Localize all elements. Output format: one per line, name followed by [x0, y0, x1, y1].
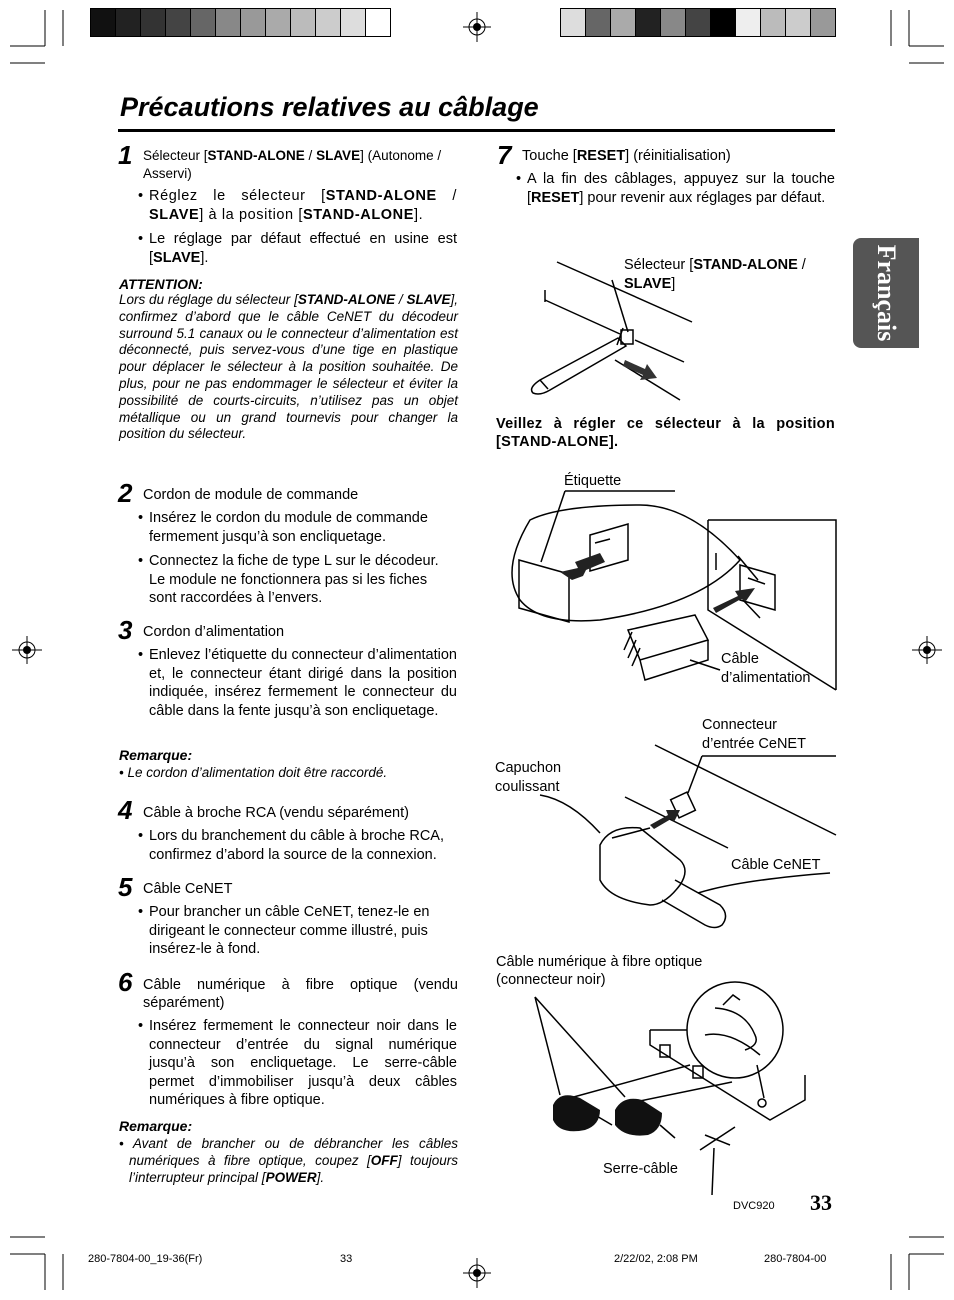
section-5-bullet-1: • Pour brancher un câble CeNET, tenez-le en dirigeant le connecteur comme illustré, puis insérez-le à fond.	[149, 903, 457, 959]
section-4-bullet-1: • Lors du branchement du câble à broche RCA, confirmez d’abord la source de la connexion.	[149, 827, 457, 864]
page-title: Précautions relatives au câblage	[120, 92, 539, 122]
label-etiquette: Étiquette	[564, 473, 622, 489]
section-2-number: 2	[118, 478, 133, 508]
label-fibre-1: Câble numérique à fibre optique	[496, 954, 703, 970]
section-6-remark: • Avant de brancher ou de débrancher les câbles numériques à fibre optique, coupez [OFF] toujours l’interrupteur principal [POWER].	[119, 1136, 459, 1185]
section-1-bullet-2: • Le réglage par défaut effectué en usine est [SLAVE].	[149, 230, 457, 267]
section-5-heading: Câble CeNET	[143, 881, 233, 897]
section-2-heading: Cordon de module de commande	[143, 487, 359, 503]
section-3-bullet-1: • Enlevez l’étiquette du connecteur d’alimentation et, le connecteur étant dirigé dans la position indiquée, insérez fermement le connecteur du câble dans la fente jusqu’à son encliquetage.	[149, 646, 457, 720]
section-3-heading: Cordon d’alimentation	[143, 624, 285, 640]
section-7-bullet-1: • A la fin des câblages, appuyez sur la touche [RESET] pour revenir aux réglages par défaut.	[527, 170, 835, 207]
selector-caption: Sélecteur [STAND-ALONE / SLAVE]	[624, 257, 806, 292]
attention-text: Lors du réglage du sélecteur [STAND-ALONE / SLAVE], confirmez d’abord que le câble CeNET du décodeur surround 5.1 canaux ou le connecteur d’alimentation est déconnecté, puis servez-vous d’une tige en plastique pour déplacer le sélecteur à la position souhaitée. De plus, pour ne pas endommager le sélecteur et éviter la possibilité de courts-circuits, n’utilisez pas un objet métallique ou un grand tournevis pour changer la position du sélecteur.	[119, 292, 458, 442]
attention-heading: ATTENTION:	[119, 276, 203, 292]
section-7-number: 7	[497, 140, 512, 170]
section-4-heading: Câble à broche RCA (vendu séparément)	[143, 805, 409, 821]
footer-page: 33	[340, 1253, 353, 1265]
label-cable-alim-1: Câble	[721, 651, 759, 667]
model-code: DVC920	[733, 1200, 775, 1212]
section-1-bullet-1: • Réglez le sélecteur [STAND-ALONE / SLAVE] à la position [STAND-ALONE].	[149, 187, 457, 224]
section-7-heading: Touche [RESET] (réinitialisation)	[522, 148, 731, 164]
footer-code: 280-7804-00	[764, 1253, 827, 1265]
section-6-remark-heading: Remarque:	[119, 1118, 193, 1134]
selector-note: Veillez à régler ce sélecteur à la position [STAND-ALONE].	[496, 416, 835, 450]
section-3-remark-heading: Remarque:	[119, 747, 193, 763]
footer-date: 2/22/02, 2:08 PM	[614, 1253, 698, 1265]
label-serre: Serre-câble	[603, 1161, 678, 1177]
section-2-bullet-2: • Connectez la fiche de type L sur le décodeur. Le module ne fonctionnera pas si les fiches sont raccordées à l’envers.	[149, 552, 457, 608]
label-cable-alim-2: d’alimentation	[721, 670, 811, 686]
label-capuchon-1: Capuchon	[495, 760, 562, 776]
section-6-heading: Câble numérique à fibre optique (vendu séparément)	[143, 977, 458, 1011]
section-6-number: 6	[118, 967, 133, 997]
page-number: 33	[810, 1190, 832, 1215]
label-fibre-2: (connecteur noir)	[496, 972, 606, 988]
section-3-remark: • Le cordon d’alimentation doit être raccordé.	[119, 765, 388, 780]
section-3-number: 3	[118, 615, 133, 645]
label-capuchon-2: coulissant	[495, 779, 560, 795]
footer-file: 280-7804-00_19-36(Fr)	[88, 1253, 203, 1265]
label-cable-cenet: Câble CeNET	[731, 857, 821, 873]
language-tab-label: Français	[872, 244, 901, 342]
label-connecteur-2: d’entrée CeNET	[702, 736, 806, 752]
label-connecteur-1: Connecteur	[702, 717, 777, 733]
section-6-bullet-1: • Insérez fermement le connecteur noir dans le connecteur d’entrée du signal numérique jusqu’à son encliquetage. Le serre-câble permet d’immobiliser jusqu’à deux câbles numériques à fibre optique.	[149, 1017, 457, 1110]
section-1-number: 1	[118, 140, 133, 170]
section-4-number: 4	[118, 795, 133, 825]
section-1-heading: Sélecteur [STAND-ALONE / SLAVE] (Autonome / Asservi)	[143, 148, 442, 181]
section-5-number: 5	[118, 872, 133, 902]
section-2-bullet-1: • Insérez le cordon du module de commande fermement jusqu’à son encliquetage.	[149, 509, 457, 546]
